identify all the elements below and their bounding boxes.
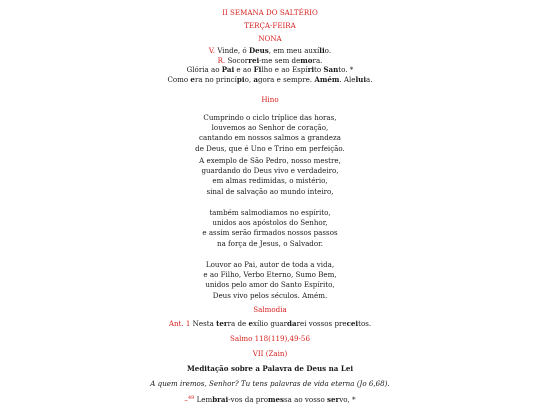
header [0,8,540,17]
hymn-line: unidos aos apóstolos do Senhor, [212,218,328,228]
response-line: R. Socorrei-me sem demora. [217,55,323,65]
hymn-line: de Deus, que é Uno e Trino em perfeição. [195,143,345,153]
hymn-stanza-2 [0,156,540,197]
versicle-line: V. Vinde, ó Deus, em meu auxílio. [208,46,332,55]
hymn-line: louvemos ao Senhor de coração, [211,123,329,133]
verse-dash: – [184,395,188,404]
hour-heading: NONA [258,34,282,43]
hymn-stanza-4 [0,260,540,301]
versicle-marker: V. [208,46,216,55]
hymn-line: Louvor ao Pai, autor de toda a vida, [205,260,335,269]
hymn-line: na força de Jesus, o Salvador. [217,238,323,248]
antiphon-marker: Ant. 1 [168,319,191,328]
hymn-line: e ao Filho, Verbo Eterno, Sumo Bem, [203,270,337,280]
hymn-line: e assim serão firmados nossos passos [202,228,338,238]
hymn-line: Deus vivo pelos séculos. Amém. [212,290,328,300]
hymn-line: guardando do Deus vivo e verdadeiro, [201,166,339,176]
hymn-stanza-3 [0,208,540,249]
hymn-line: unidos pelo amor do Santo Espírito, [205,280,335,290]
response-marker: R. [217,55,226,65]
verse-number: 49 [187,395,195,401]
invitatory [0,46,540,85]
hymn-line: também salmodiamos no espírito, [209,208,331,217]
week-heading: II SEMANA DO SALTÉRIO [222,8,318,17]
gloria-line: Glória ao Pai e ao Filho e ao Espírito Santo. * [186,65,354,75]
hymn-line: sinal de salvação ao mundo inteiro, [206,186,334,196]
psalm-section: VII (Zain) [252,349,288,358]
hymn-line: A exemplo de São Pedro, nosso mestre, [199,156,341,165]
psalm-verse-line: –$^{49}$ Lembrai-vos da promessa ao vosso servo, * [184,395,356,404]
hymn-stanza-1 [0,113,540,154]
hymn-line: cantando em nossos salmos a grandeza [199,133,341,143]
antiphon-line: Ant. 1 Nesta terra de exílio guardarei vossos preceitos. [168,319,372,328]
hymn-line: Cumprindo o ciclo tríplice das horas, [203,113,337,122]
hymn-title: Hino [261,95,279,104]
meditation-title: Meditação sobre a Palavra de Deus na Lei [186,364,354,373]
quote-line: A quem iremos, Senhor? Tu tens palavras de vida eterna (Jo 6,68). [150,379,390,388]
psalm-reference: Salmo 118(119),49-56 [230,334,310,343]
hymn-line: em almas redimidas, o mistério, [212,176,328,186]
como-line: Como era no princípio, agora e sempre. Amém. Aleluia. [167,75,373,85]
psalmody-title: Salmodia [253,305,287,314]
day-heading: TERÇA-FEIRA [244,21,296,30]
